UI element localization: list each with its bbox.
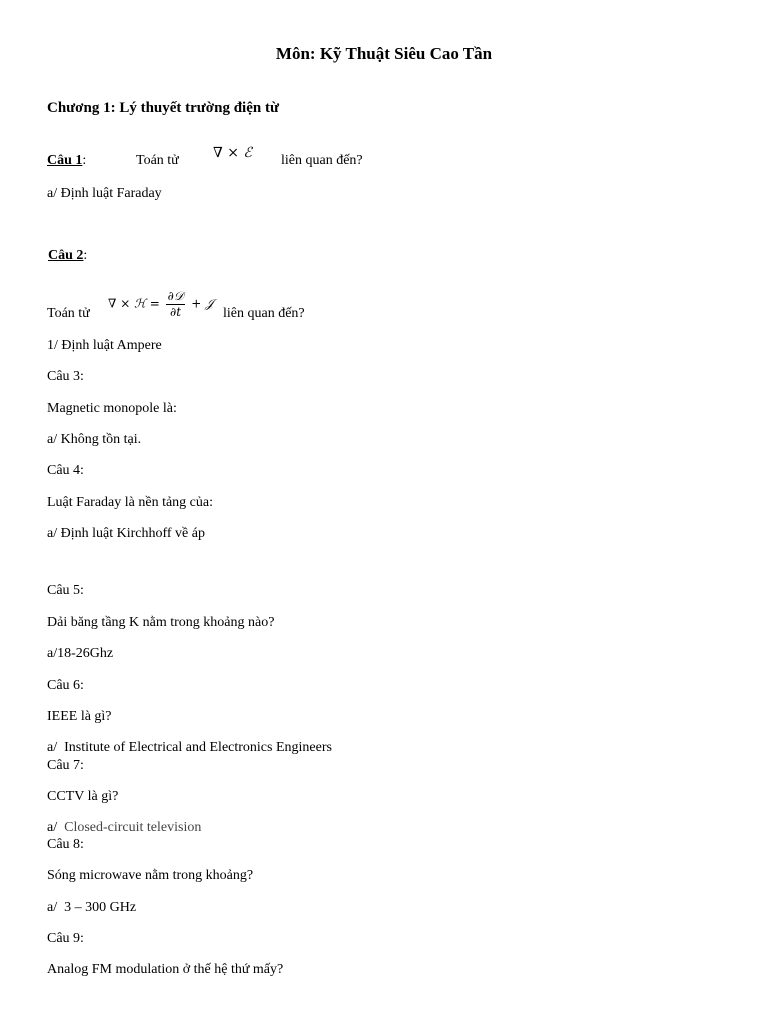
formula-rhs: + 𝒥 (191, 296, 214, 311)
answer-text: Closed-circuit television (64, 820, 202, 835)
question-8-text: Sóng microwave nằm trong khoảng? (47, 868, 254, 883)
question-4-answer: a/ Định luật Kirchhoff về áp (47, 526, 205, 541)
formula-fraction (166, 289, 186, 319)
question-2-label: Câu 2: (48, 248, 88, 263)
question-1-formula: ∇ × ℰ (213, 145, 252, 161)
question-3-text: Magnetic monopole là: (47, 401, 177, 416)
question-3-answer: a/ Không tồn tại. (47, 432, 142, 447)
question-1-label: Câu 1: (47, 153, 87, 168)
formula-lhs: ∇ × ℋ = (108, 296, 160, 311)
question-1-answer: a/ Định luật Faraday (47, 186, 162, 201)
question-1-suffix: liên quan đến? (281, 153, 363, 168)
page-title: Môn: Kỹ Thuật Siêu Cao Tần (275, 44, 493, 63)
question-2-formula (108, 289, 213, 319)
question-7-answer (47, 819, 201, 837)
formula-denominator: ∂t (170, 305, 182, 319)
question-6-answer (47, 739, 332, 757)
question-4-label: Câu 4: (47, 463, 84, 478)
answer-text: 3 – 300 GHz (64, 900, 137, 915)
question-2-prefix: Toán tử (47, 306, 90, 321)
question-3-label: Câu 3: (47, 369, 84, 384)
question-9-text: Analog FM modulation ở thế hệ thứ mấy? (47, 962, 284, 977)
question-2-answer: 1/ Định luật Ampere (47, 338, 162, 353)
question-6-label: Câu 6: (47, 678, 84, 693)
answer-prefix: a/ (47, 740, 58, 755)
answer-text: Institute of Electrical and Electronics Engineers (64, 740, 332, 755)
question-5-label: Câu 5: (47, 583, 84, 598)
answer-prefix: a/ (47, 900, 58, 915)
question-7-label: Câu 7: (47, 758, 84, 773)
question-1-prefix: Toán tử (136, 153, 179, 168)
question-9-label: Câu 9: (47, 931, 84, 946)
chapter-heading: Chương 1: Lý thuyết trường điện từ (47, 100, 279, 116)
question-6-text: IEEE là gì? (47, 709, 112, 724)
question-7-text: CCTV là gì? (47, 789, 119, 804)
question-8-label: Câu 8: (47, 837, 84, 852)
question-5-text: Dải băng tầng K nằm trong khoảng nào? (47, 615, 275, 630)
formula-numerator: ∂𝒟 (167, 289, 184, 303)
question-8-answer (47, 899, 136, 917)
question-5-answer: a/18-26Ghz (47, 646, 114, 661)
answer-prefix: a/ (47, 820, 58, 835)
question-2-suffix: liên quan đến? (223, 306, 305, 321)
question-4-text: Luật Faraday là nền tảng của: (47, 495, 213, 510)
